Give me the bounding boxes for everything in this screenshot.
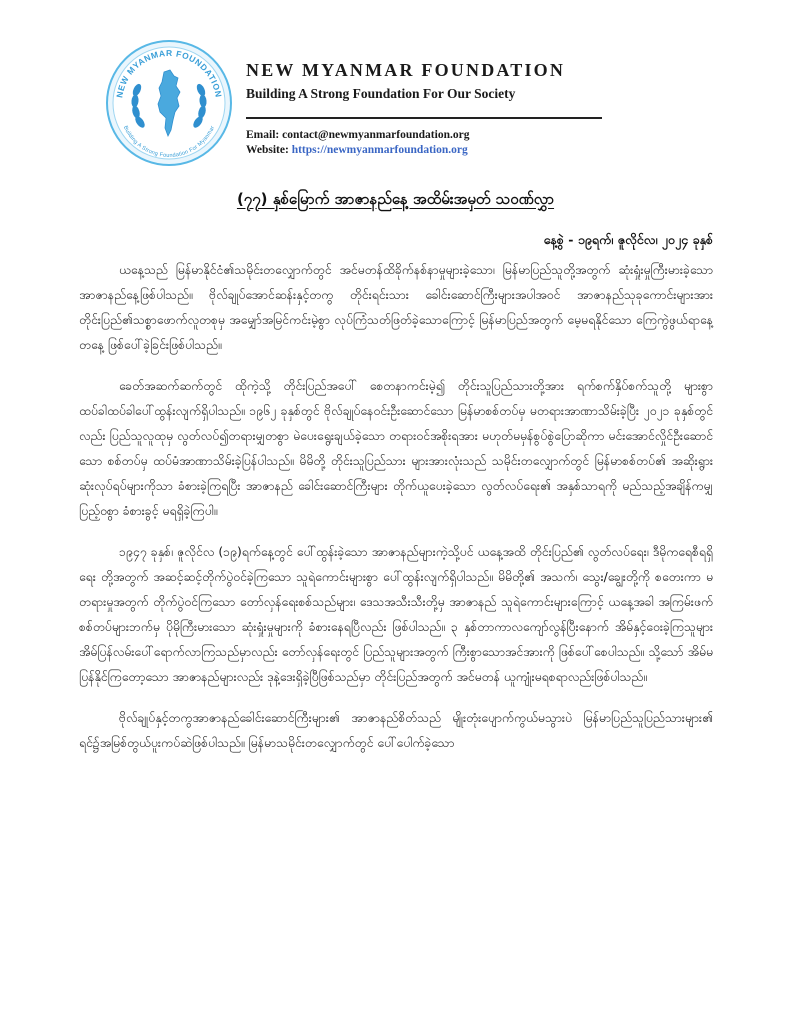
document-title-text: (၇၇) နှစ်မြောက် အာဇာနည်နေ့ အထိမ်းအမှတ် သဝဏ်လွှာ (236, 190, 555, 208)
paragraph-1: ယနေ့သည် မြန်မာနိုင်ငံ၏သမိုင်းတလျှောက်တွင် အင်မတန်ထိခိုက်နစ်နာမှုများခဲ့သော၊ မြန်မာပြည်သူတို့အတွက် ဆုံးရှုံးမှုကြီးမားခဲ့သော အာဇာနည်နေ့ဖြစ်ပါသည်။ ဗိုလ်ချုပ်အောင်ဆန်းနှင့်တကွ တိုင်းရင်းသား ခေါင်းဆောင်ကြီးများအပါအဝင် အာဇာနည်သုခုကောင်းများအား တိုင်းပြည်၏သစ္စာဖောက်လူတစုမှ အမျှော်အမြင်ကင်းမဲ့စွာ လုပ်ကြံသတ်ဖြတ်ခဲ့သောကြောင့် မြန်မာပြည်အတွက် မေ့မရနိုင်သော ကြေကွဲဖွယ်ရာနေ့တနေ့ ဖြစ်ပေါ်ခဲ့ခြင်းဖြစ်ပါသည်။ (79, 263, 713, 352)
email-label: Email: (246, 129, 280, 141)
organization-header (246, 60, 606, 119)
svg-text:NEW MYANMAR FOUNDATION: NEW MYANMAR FOUNDATION (114, 47, 224, 99)
paragraph-3: ၁၉၄၇ ခုနှစ်၊ ဇူလိုင်လ (၁၉)ရက်နေ့တွင် ပေါ်ထွန်းခဲ့သော အာဇာနည်များကဲ့သို့ပင် ယနေ့အထိ တိုင်းပြည်၏ လွတ်လပ်ရေး၊ ဒီမိုကရေစီရရှိရေး တို့အတွက် အဆင့်ဆင့်တိုက်ပွဲဝင်ခဲ့ကြသော သူရဲကောင်းများစွာ ပေါ်ထွန်းလျက်ရှိပါသည်။ မိမိတို့၏ အသက်၊ သွေး/ချွေးတို့ကို စတေးကာ မတရားမှုအတွက် တိုက်ပွဲဝင်ကြသော တော်လှန်ရေးစစ်သည်များ၊ ဒေသအသီးသီးတို့မှ အာဇာနည် သူရဲကောင်းများကြောင့် ယနေ့အခါ အကြမ်းဖက်စစ်တပ်များဘက်မှ ပိုမိုကြီးမားသော ဆုံးရှုံးမှုများကို ခံစားနေရပြီလည်း ဖြစ်ပါသည်။ ၃ နှစ်တာကာလကျော်လွန်ပြီးနောက် အိမ်နှင့်ဝေးခဲ့ကြသူများ အိမ်ပြန်လမ်းပေါ်ရောက်လာကြသည်မှာလည်း တော်လှန်ရေးတွင် ပြည်သူများအတွက် ကြီးစွာသောအင်အားကို ဖြစ်ပေါ်စေပါသည်။ သို့သော် အိမ်မပြန်နိုင်ကြတော့သော အာဇာနည်များလည်း ဒုနဲ့ဒေးရှိခဲ့ပြီဖြစ်သည်မှာ တိုင်းပြည်အတွက် အင်မတန် ယူကျုံးမရစရာလည်းဖြစ်ပါသည်။ (79, 545, 713, 684)
contact-info (246, 128, 469, 158)
svg-text:Building A Strong Foundation F: Building A Strong Foundation For Myanmar (121, 125, 217, 160)
organization-tagline: Building A Strong Foundation For Our Society (246, 86, 516, 101)
email-line (246, 128, 469, 143)
document-title (0, 190, 791, 212)
foundation-logo (104, 38, 234, 168)
website-label: Website: (246, 144, 289, 156)
document-body (79, 258, 713, 772)
document-date: နေ့စွဲ - ၁၉ရက်၊ ဇူလိုင်လ၊ ၂၀၂၄ ခုနှစ် (543, 232, 713, 247)
website-link[interactable]: https://newmyanmarfoundation.org (291, 144, 468, 156)
logo-emblem-icon (104, 38, 234, 168)
organization-name: NEW MYANMAR FOUNDATION (246, 60, 566, 80)
website-line (246, 143, 469, 158)
header-divider (246, 117, 602, 119)
paragraph-2: ခေတ်အဆက်ဆက်တွင် ထိုကဲ့သို့ တိုင်းပြည်အပေါ် စေတနာကင်းမဲ့၍ တိုင်းသူပြည်သားတို့အား ရက်စက်နှိပ်စက်သူတို့ များစွာထပ်ခါထပ်ခါပေါ်ထွန်းလျက်ရှိပါသည်။ ၁၉၆၂ ခုနှစ်တွင် ဗိုလ်ချုပ်နေဝင်းဦးဆောင်သော မြန်မာစစ်တပ်မှ မတရားအာဏာသိမ်းခဲ့ပြီး ၂၀၂၁ ခုနှစ်တွင်လည်း ပြည်သူလူထုမှ လွတ်လပ်၍တရားမျှတစွာ မဲပေးရွေးချယ်ခဲ့သော တရားဝင်အစိုးရအား မဟုတ်မမှန်စွပ်စွဲပြောဆိုကာ မင်းအောင်လှိုင်ဦးဆောင်သော စစ်တပ်မှ ထပ်မံအာဏာသိမ်းခဲ့ပြန်ပါသည်။ မိမိတို့ တိုင်းသူပြည်သား များအားလုံးသည် သမိုင်းတလျှောက်တွင် မြန်မာစစ်တပ်၏ အဆိုးရွားဆုံးလုပ်ရပ်များကိုသာ ခံစားခဲ့ကြရပြီး အာဇာနည် ခေါင်းဆောင်ကြီးများ တိုက်ယူပေးခဲ့သော လွတ်လပ်ရေး၏ အနှစ်သာရကို မည်သည့်အချိန်ကမျှ ပြည့်ဝစွာ ခံစားခွင့် မရရှိခဲ့ကြပါ။ (79, 379, 713, 518)
paragraph-4: ဗိုလ်ချုပ်နှင့်တကွအာဇာနည်ခေါင်းဆောင်ကြီးများ၏ အာဇာနည်စိတ်သည် မျိုးတုံးပျောက်ကွယ်မသွားပဲ မြန်မာပြည်သူပြည်သားများ၏ ရင်၌အမြစ်တွယ်ပူးကပ်ဆဲဖြစ်ပါသည်။ မြန်မာသမိုင်းတလျှောက်တွင် ပေါ်ပေါက်ခဲ့သော (79, 711, 713, 750)
email-address[interactable]: contact@newmyanmarfoundation.org (282, 129, 470, 141)
